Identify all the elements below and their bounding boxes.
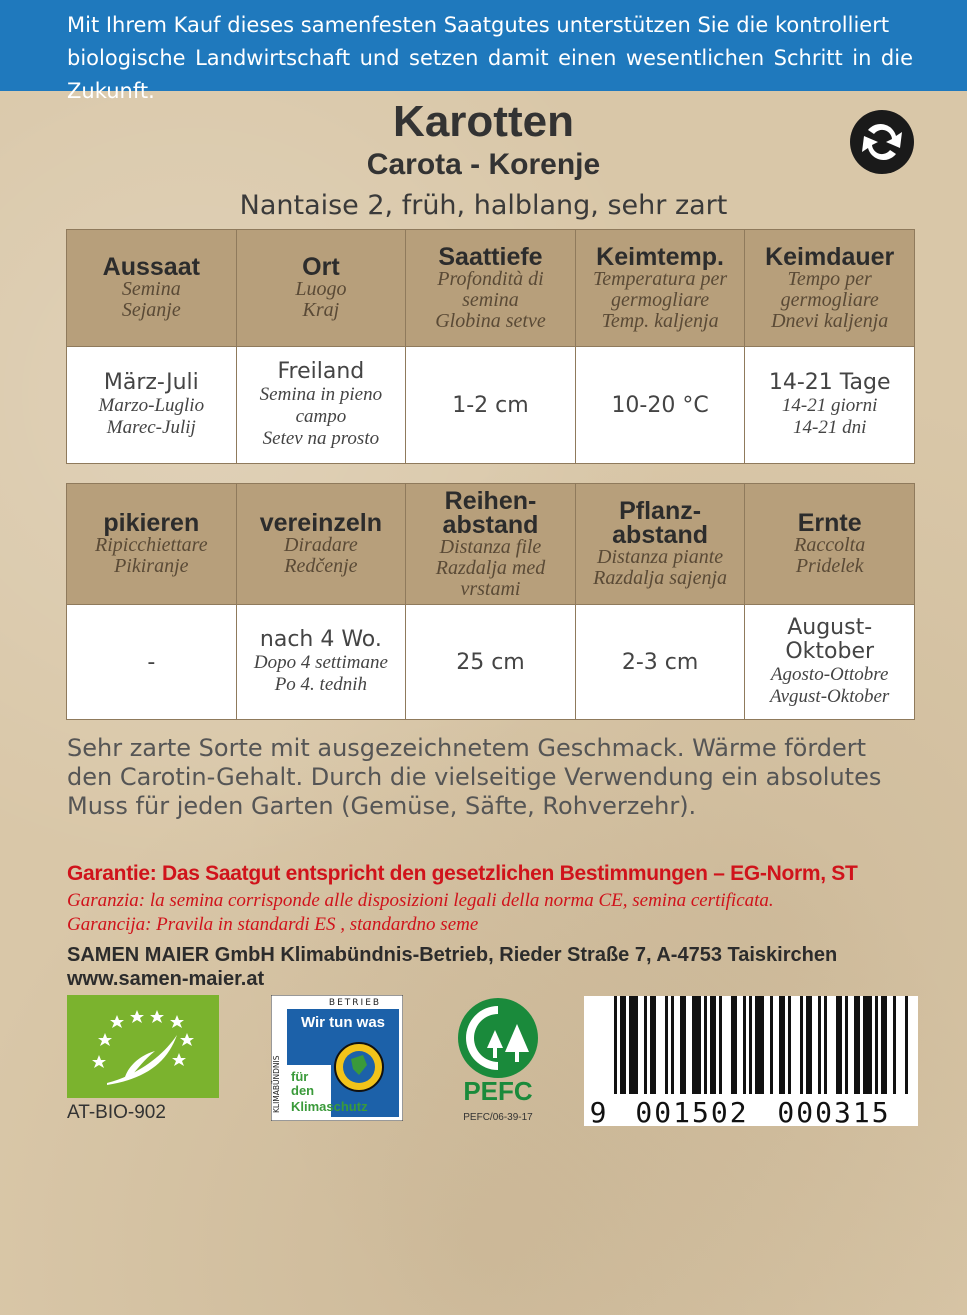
- guarantee-it: Garanzia: la semina corrisponde alle disposizioni legali della norma CE, semina certificata.: [67, 890, 774, 911]
- green-dot-recycle-icon: [848, 108, 916, 176]
- banner-line-2: biologische Landwirtschaft und setzen damit einen wesentlichen Schritt in die Zukunft.: [67, 46, 913, 103]
- header-sl: Razdalja med vrstami: [435, 556, 546, 600]
- value-it: Agosto-Ottobre: [770, 664, 889, 685]
- value-de: 25 cm: [456, 649, 525, 675]
- barcode-group-1: 001502: [635, 1096, 749, 1126]
- table-header-row: [67, 230, 915, 347]
- header-de: Ort: [302, 253, 340, 281]
- ean-barcode: [584, 996, 918, 1126]
- header-sl: Dnevi kaljenja: [771, 309, 889, 332]
- header-sl: Sejanje: [121, 299, 181, 321]
- header-sl: Globina setve: [435, 309, 546, 332]
- value-it: Marzo-Luglio: [98, 395, 205, 416]
- header-de: Keimdauer: [765, 242, 895, 271]
- guarantee-sl: Garancija: Pravila in standardi ES , standardno seme: [67, 914, 479, 935]
- value-it: 14-21 giorni: [781, 395, 878, 416]
- value-it: Dopo 4 settimane: [253, 652, 388, 673]
- header-de: Aussaat: [102, 253, 200, 281]
- header-cell: [745, 484, 915, 605]
- header-it: Distanza piante: [597, 546, 724, 568]
- header-it: Tempo per germogliare: [780, 267, 879, 311]
- header-de: Ernte: [797, 509, 862, 537]
- header-it: Diradare: [284, 534, 358, 556]
- klima-side-text: KLIMABÜNDNIS: [272, 1055, 281, 1113]
- header-sl: Razdalja sajenja: [593, 567, 728, 589]
- header-cell: [406, 484, 576, 605]
- description-line: den Carotin-Gehalt. Durch die vielseitige Verwendung ein absolutes: [67, 763, 882, 791]
- value-cell: [406, 347, 576, 464]
- value-cell: [236, 605, 406, 720]
- header-de: Pflanz-abstand: [612, 497, 708, 549]
- value-cell: [745, 605, 915, 720]
- care-info-table: [66, 483, 915, 720]
- header-cell: [575, 230, 745, 347]
- klima-line-1: Wir tun was: [300, 1014, 386, 1031]
- header-it: Profondità di semina: [437, 267, 544, 311]
- header-sl: Temp. kaljenja: [601, 309, 719, 332]
- product-subtitle: Carota - Korenje: [366, 148, 601, 181]
- header-de: Saattiefe: [438, 242, 543, 271]
- value-de: März-Juli: [103, 370, 199, 395]
- table-value-row: [67, 347, 915, 464]
- header-sl: Kraj: [302, 299, 340, 321]
- value-cell: [67, 605, 237, 720]
- header-it: Distanza file: [439, 535, 542, 558]
- variety-description: [67, 734, 917, 821]
- klima-line-3: den: [291, 1083, 315, 1098]
- info-banner: [0, 0, 967, 103]
- barcode-digit-first: 9: [589, 1096, 607, 1126]
- value-de: nach 4 Wo.: [259, 627, 382, 652]
- value-de: 14-21 Tage: [768, 370, 891, 395]
- header-it: Semina: [121, 278, 181, 300]
- value-de: 10-20 °C: [611, 392, 709, 418]
- header-cell: [236, 484, 406, 605]
- klima-line-4: Klimaschutz: [291, 1099, 368, 1114]
- header-it: Temperatura per germogliare: [592, 267, 728, 311]
- pefc-name: PEFC: [463, 1076, 533, 1106]
- header-cell: [67, 230, 237, 347]
- value-cell: [406, 605, 576, 720]
- description-line: Sehr zarte Sorte mit ausgezeichnetem Geschmack. Wärme fördert: [67, 734, 867, 762]
- value-sl: Po 4. tednih: [274, 674, 368, 695]
- value-de: Freiland: [277, 359, 365, 384]
- value-cell: [575, 605, 745, 720]
- product-title: Karotten: [393, 97, 574, 146]
- header-sl: Redčenje: [284, 555, 358, 577]
- value-de: 1-2 cm: [452, 392, 529, 418]
- header-sl: Pridelek: [795, 555, 864, 577]
- header-de: Keimtemp.: [596, 242, 724, 271]
- value-it: Semina in pieno campo: [259, 384, 383, 427]
- description-line: Muss für jeden Garten (Gemüse, Säfte, Rohverzehr).: [67, 792, 697, 820]
- klima-top-text: BETRIEB: [328, 998, 382, 1008]
- header-de: vereinzeln: [259, 509, 383, 537]
- header-cell: [236, 230, 406, 347]
- header-cell: [745, 230, 915, 347]
- company-address: SAMEN MAIER GmbH Klimabündnis-Betrieb, Rieder Straße 7, A-4753 Taiskirchen: [67, 944, 838, 966]
- header-cell: [575, 484, 745, 605]
- header-it: Raccolta: [794, 534, 866, 556]
- pefc-logo: [443, 996, 553, 1126]
- value-sl: Setev na prosto: [262, 428, 380, 449]
- table-value-row: [67, 605, 915, 720]
- product-variety: Nantaise 2, früh, halblang, sehr zart: [239, 190, 728, 221]
- value-sl: Avgust-Oktober: [770, 686, 890, 707]
- header-it: Ripicchiettare: [95, 534, 208, 556]
- value-cell: [236, 347, 406, 464]
- barcode-group-2: 000315: [777, 1096, 891, 1126]
- klima-line-2: für: [291, 1069, 309, 1084]
- header-de: Reihen-abstand: [442, 486, 539, 539]
- klimabuendnis-logo: [271, 995, 403, 1121]
- header-it: Luogo: [295, 278, 347, 300]
- value-de: 2-3 cm: [621, 649, 699, 675]
- eu-organic-leaf-icon: [67, 995, 219, 1098]
- value-cell: [745, 347, 915, 464]
- value-sl: Marec-Julij: [106, 417, 196, 438]
- value-cell: [67, 347, 237, 464]
- header-de: pikieren: [103, 509, 200, 537]
- pefc-code: PEFC/06-39-17: [463, 1112, 533, 1123]
- value-de: -: [147, 649, 156, 675]
- banner-line-1: Mit Ihrem Kauf dieses samenfesten Saatgutes unterstützen Sie die kontrolliert: [67, 13, 890, 37]
- sowing-info-table: [66, 229, 915, 464]
- header-cell: [67, 484, 237, 605]
- value-cell: [575, 347, 745, 464]
- guarantee-de: Garantie: Das Saatgut entspricht den gesetzlichen Bestimmungen – EG-Norm, ST: [67, 862, 858, 885]
- company-website: www.samen-maier.at: [67, 968, 265, 990]
- value-de: August-Oktober: [785, 615, 875, 664]
- organic-cert-code: AT-BIO-902: [67, 1102, 166, 1123]
- value-sl: 14-21 dni: [793, 417, 867, 438]
- header-sl: Pikiranje: [114, 555, 189, 577]
- header-cell: [406, 230, 576, 347]
- table-header-row: [67, 484, 915, 605]
